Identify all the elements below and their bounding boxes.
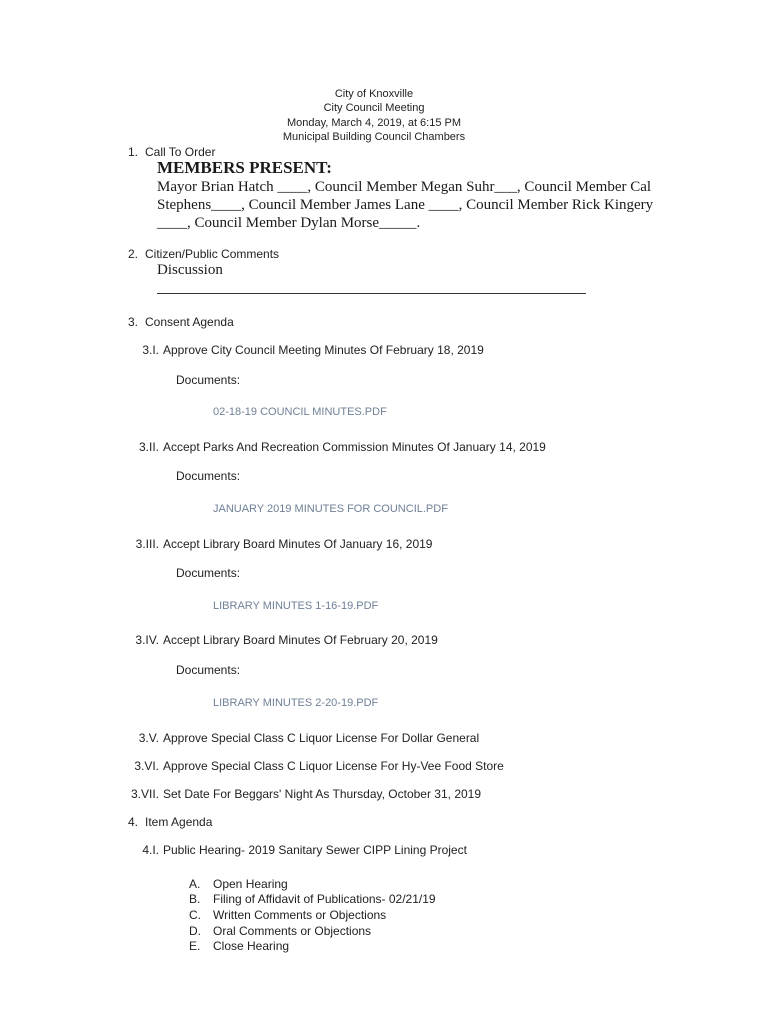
agenda-item-number: 3.V. <box>138 731 159 745</box>
section-1-number: 1. <box>128 145 139 159</box>
agenda-item-text: Accept Parks And Recreation Commission Minutes Of January 14, 2019 <box>163 440 546 454</box>
header-city: City of Knoxville <box>334 88 414 100</box>
subitem-text: Filing of Affidavit of Publications- 02/21/19 <box>213 892 436 906</box>
section-1-title: Call To Order <box>145 145 216 159</box>
header-location: Municipal Building Council Chambers <box>282 131 466 143</box>
discussion-line <box>157 293 586 294</box>
agenda-item-number: 3.III. <box>135 537 159 551</box>
document-link[interactable]: JANUARY 2019 MINUTES FOR COUNCIL.PDF <box>213 503 448 515</box>
document-link[interactable]: 02-18-19 COUNCIL MINUTES.PDF <box>213 406 387 418</box>
subitem-text: Written Comments or Objections <box>213 908 387 922</box>
agenda-item-number: 3.VI. <box>134 759 159 773</box>
section-4-number: 4. <box>128 815 139 829</box>
agenda-item-text: Accept Library Board Minutes Of February 20, 2019 <box>163 633 438 647</box>
documents-label: Documents: <box>176 373 241 387</box>
documents-label: Documents: <box>176 469 241 483</box>
subitem-letter: D. <box>189 924 201 938</box>
subitem-letter: C. <box>189 908 201 922</box>
members-line: Stephens____, Council Member James Lane ____, Council Member Rick Kingery <box>157 197 654 213</box>
subitem-letter: A. <box>189 877 201 891</box>
subitem-text: Oral Comments or Objections <box>213 924 372 938</box>
members-present-heading: MEMBERS PRESENT: <box>157 158 332 177</box>
document-link[interactable]: LIBRARY MINUTES 1-16-19.PDF <box>213 600 379 612</box>
document-link[interactable]: LIBRARY MINUTES 2-20-19.PDF <box>213 697 379 709</box>
agenda-item-number: 3.II. <box>138 440 159 454</box>
agenda-item-number: 4.I. <box>142 843 159 857</box>
agenda-item-text: Approve City Council Meeting Minutes Of February 18, 2019 <box>163 343 484 357</box>
header-datetime: Monday, March 4, 2019, at 6:15 PM <box>286 117 462 129</box>
agenda-item-number: 3.IV. <box>135 633 159 647</box>
members-line: ____, Council Member Dylan Morse_____. <box>157 215 421 231</box>
subitem-letter: E. <box>189 939 201 953</box>
subitem-text: Close Hearing <box>213 939 290 953</box>
agenda-item-number: 3.VII. <box>130 787 159 801</box>
header-meeting: City Council Meeting <box>323 102 425 114</box>
section-4-title: Item Agenda <box>145 815 213 829</box>
agenda-item-text: Public Hearing- 2019 Sanitary Sewer CIPP Lining Project <box>163 843 467 857</box>
agenda-item-text: Approve Special Class C Liquor License For Hy-Vee Food Store <box>163 759 504 773</box>
subitem-text: Open Hearing <box>213 877 288 891</box>
documents-label: Documents: <box>176 663 241 677</box>
section-3-title: Consent Agenda <box>145 315 234 329</box>
agenda-item-text: Accept Library Board Minutes Of January 16, 2019 <box>163 537 433 551</box>
documents-label: Documents: <box>176 566 241 580</box>
agenda-item-number: 3.I. <box>142 343 159 357</box>
section-2-title: Citizen/Public Comments <box>145 247 280 261</box>
members-line: Mayor Brian Hatch ____, Council Member Megan Suhr___, Council Member Cal <box>157 179 652 195</box>
subitem-letter: B. <box>189 892 201 906</box>
agenda-item-text: Set Date For Beggars' Night As Thursday, October 31, 2019 <box>163 787 482 801</box>
agenda-item-text: Approve Special Class C Liquor License For Dollar General <box>163 731 480 745</box>
section-3-number: 3. <box>128 315 139 329</box>
discussion-label: Discussion <box>157 262 223 278</box>
section-2-number: 2. <box>128 247 139 261</box>
